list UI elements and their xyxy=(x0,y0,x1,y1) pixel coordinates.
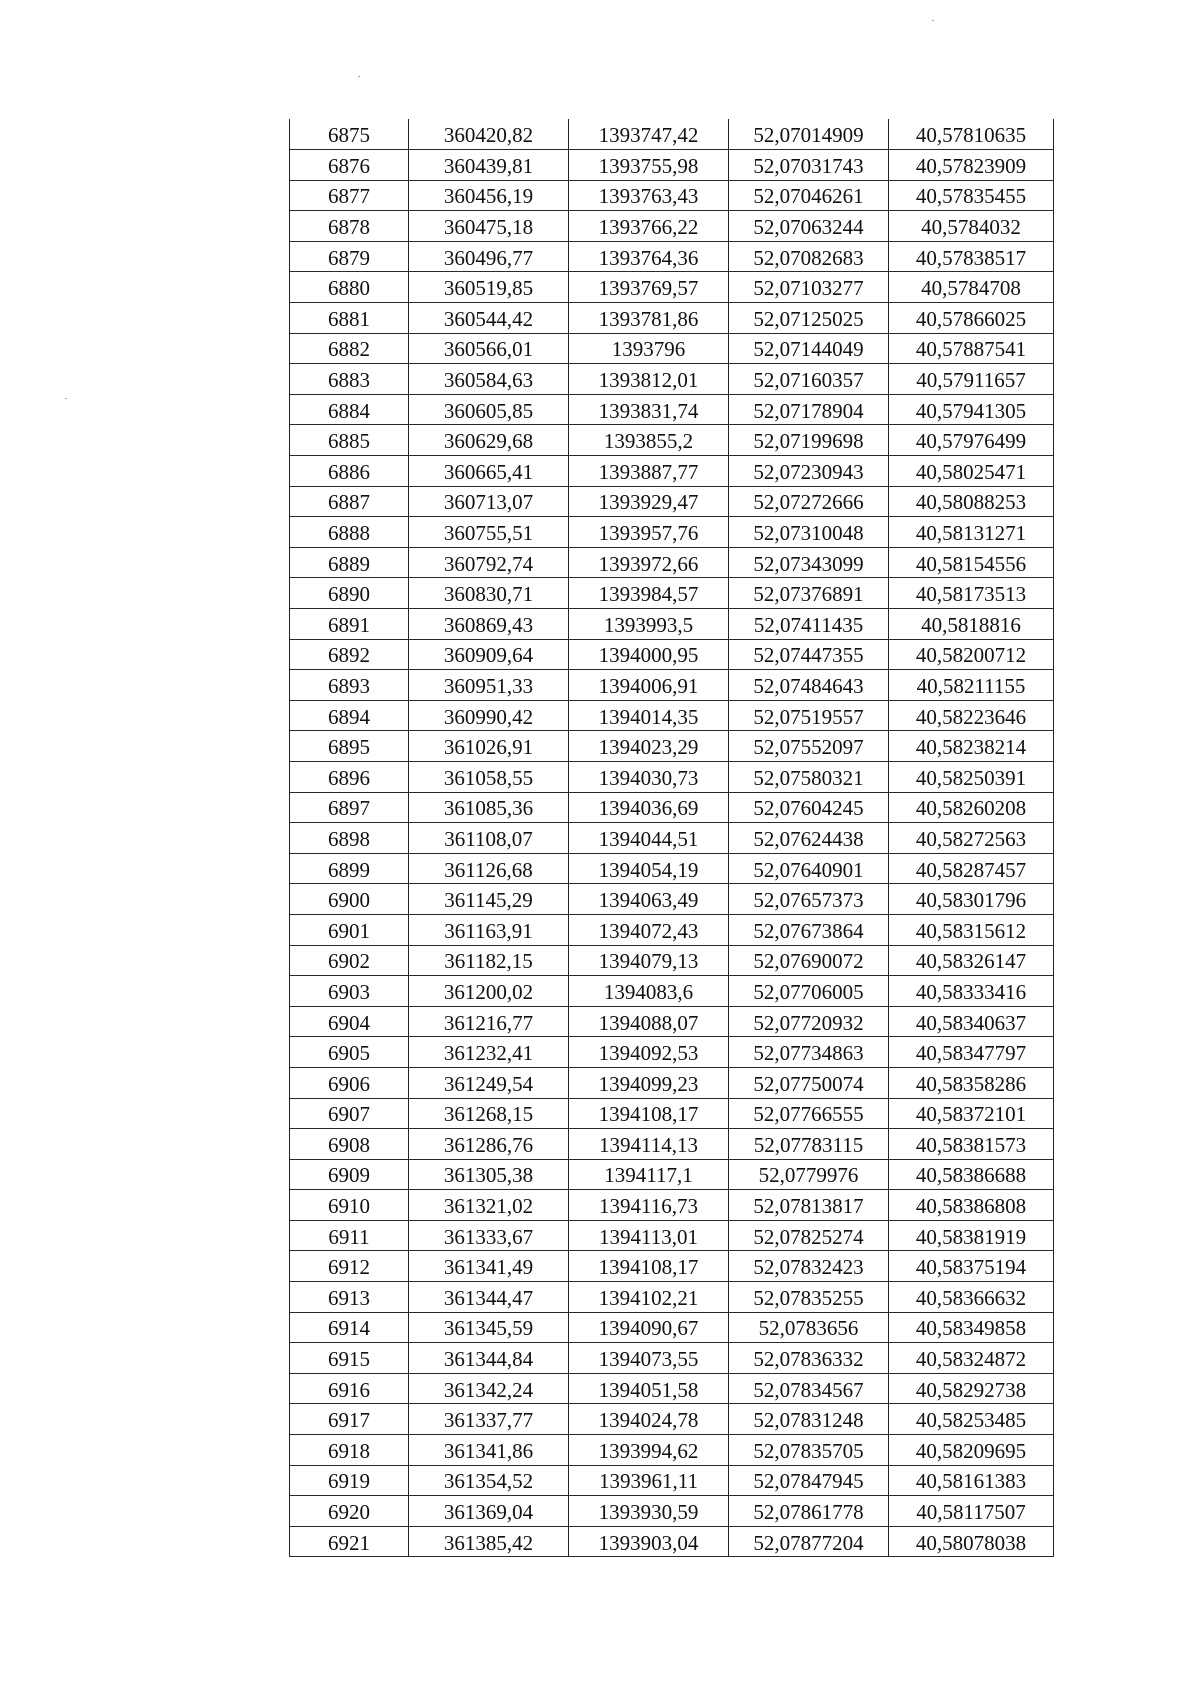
y-coordinate-cell: 1394000,95 xyxy=(569,639,729,670)
point-number-cell: 6908 xyxy=(290,1129,409,1160)
y-coordinate-cell: 1394090,67 xyxy=(569,1312,729,1343)
x-coordinate-cell: 361182,15 xyxy=(409,945,569,976)
coordinates-table-body xyxy=(290,119,1054,1557)
point-number-cell: 6907 xyxy=(290,1098,409,1129)
point-number-cell: 6906 xyxy=(290,1067,409,1098)
x-coordinate-cell: 360990,42 xyxy=(409,700,569,731)
point-number-cell: 6912 xyxy=(290,1251,409,1282)
table-row xyxy=(290,1220,1054,1251)
point-number-cell: 6881 xyxy=(290,303,409,334)
point-number-cell: 6879 xyxy=(290,241,409,272)
x-coordinate-cell: 360629,68 xyxy=(409,425,569,456)
point-number-cell: 6886 xyxy=(290,456,409,487)
table-row xyxy=(290,333,1054,364)
longitude-cell: 40,57810635 xyxy=(889,119,1054,150)
longitude-cell: 40,58078038 xyxy=(889,1526,1054,1557)
y-coordinate-cell: 1393903,04 xyxy=(569,1526,729,1557)
y-coordinate-cell: 1394054,19 xyxy=(569,853,729,884)
x-coordinate-cell: 361344,84 xyxy=(409,1343,569,1374)
x-coordinate-cell: 361333,67 xyxy=(409,1220,569,1251)
y-coordinate-cell: 1393984,57 xyxy=(569,578,729,609)
y-coordinate-cell: 1394117,1 xyxy=(569,1159,729,1190)
y-coordinate-cell: 1394036,69 xyxy=(569,792,729,823)
y-coordinate-cell: 1393961,11 xyxy=(569,1465,729,1496)
point-number-cell: 6884 xyxy=(290,394,409,425)
longitude-cell: 40,57866025 xyxy=(889,303,1054,334)
x-coordinate-cell: 361305,38 xyxy=(409,1159,569,1190)
x-coordinate-cell: 361126,68 xyxy=(409,853,569,884)
x-coordinate-cell: 361200,02 xyxy=(409,976,569,1007)
point-number-cell: 6891 xyxy=(290,609,409,640)
point-number-cell: 6921 xyxy=(290,1526,409,1557)
table-row xyxy=(290,486,1054,517)
y-coordinate-cell: 1394073,55 xyxy=(569,1343,729,1374)
latitude-cell: 52,07160357 xyxy=(729,364,889,395)
latitude-cell: 52,07604245 xyxy=(729,792,889,823)
longitude-cell: 40,58340637 xyxy=(889,1006,1054,1037)
point-number-cell: 6900 xyxy=(290,884,409,915)
latitude-cell: 52,07125025 xyxy=(729,303,889,334)
point-number-cell: 6895 xyxy=(290,731,409,762)
longitude-cell: 40,58088253 xyxy=(889,486,1054,517)
latitude-cell: 52,07014909 xyxy=(729,119,889,150)
y-coordinate-cell: 1394051,58 xyxy=(569,1373,729,1404)
point-number-cell: 6910 xyxy=(290,1190,409,1221)
table-row xyxy=(290,241,1054,272)
latitude-cell: 52,07484643 xyxy=(729,670,889,701)
latitude-cell: 52,07750074 xyxy=(729,1067,889,1098)
x-coordinate-cell: 361268,15 xyxy=(409,1098,569,1129)
y-coordinate-cell: 1393930,59 xyxy=(569,1496,729,1527)
table-row xyxy=(290,976,1054,1007)
longitude-cell: 40,57838517 xyxy=(889,241,1054,272)
point-number-cell: 6875 xyxy=(290,119,409,150)
scan-speck xyxy=(358,76,360,77)
y-coordinate-cell: 1394044,51 xyxy=(569,823,729,854)
x-coordinate-cell: 361163,91 xyxy=(409,914,569,945)
point-number-cell: 6914 xyxy=(290,1312,409,1343)
y-coordinate-cell: 1394088,07 xyxy=(569,1006,729,1037)
y-coordinate-cell: 1393796 xyxy=(569,333,729,364)
y-coordinate-cell: 1394114,13 xyxy=(569,1129,729,1160)
table-row xyxy=(290,1496,1054,1527)
x-coordinate-cell: 360456,19 xyxy=(409,180,569,211)
x-coordinate-cell: 361216,77 xyxy=(409,1006,569,1037)
latitude-cell: 52,07411435 xyxy=(729,609,889,640)
x-coordinate-cell: 361249,54 xyxy=(409,1067,569,1098)
y-coordinate-cell: 1394024,78 xyxy=(569,1404,729,1435)
longitude-cell: 40,58211155 xyxy=(889,670,1054,701)
latitude-cell: 52,07272666 xyxy=(729,486,889,517)
y-coordinate-cell: 1394092,53 xyxy=(569,1037,729,1068)
point-number-cell: 6890 xyxy=(290,578,409,609)
longitude-cell: 40,58349858 xyxy=(889,1312,1054,1343)
latitude-cell: 52,07825274 xyxy=(729,1220,889,1251)
point-number-cell: 6916 xyxy=(290,1373,409,1404)
table-row xyxy=(290,211,1054,242)
y-coordinate-cell: 1393755,98 xyxy=(569,150,729,181)
latitude-cell: 52,0779976 xyxy=(729,1159,889,1190)
latitude-cell: 52,07831248 xyxy=(729,1404,889,1435)
table-row xyxy=(290,364,1054,395)
coordinates-table xyxy=(289,119,1054,1557)
latitude-cell: 52,07447355 xyxy=(729,639,889,670)
y-coordinate-cell: 1394099,23 xyxy=(569,1067,729,1098)
table-row xyxy=(290,1526,1054,1557)
y-coordinate-cell: 1394116,73 xyxy=(569,1190,729,1221)
point-number-cell: 6918 xyxy=(290,1435,409,1466)
latitude-cell: 52,07720932 xyxy=(729,1006,889,1037)
x-coordinate-cell: 361354,52 xyxy=(409,1465,569,1496)
longitude-cell: 40,58161383 xyxy=(889,1465,1054,1496)
longitude-cell: 40,58375194 xyxy=(889,1251,1054,1282)
y-coordinate-cell: 1393764,36 xyxy=(569,241,729,272)
x-coordinate-cell: 361341,86 xyxy=(409,1435,569,1466)
longitude-cell: 40,58326147 xyxy=(889,945,1054,976)
scan-speck xyxy=(932,20,934,21)
point-number-cell: 6902 xyxy=(290,945,409,976)
point-number-cell: 6889 xyxy=(290,547,409,578)
longitude-cell: 40,58253485 xyxy=(889,1404,1054,1435)
latitude-cell: 52,07230943 xyxy=(729,456,889,487)
table-row xyxy=(290,547,1054,578)
table-row xyxy=(290,884,1054,915)
y-coordinate-cell: 1394108,17 xyxy=(569,1098,729,1129)
table-row xyxy=(290,731,1054,762)
longitude-cell: 40,57823909 xyxy=(889,150,1054,181)
latitude-cell: 52,07031743 xyxy=(729,150,889,181)
longitude-cell: 40,58200712 xyxy=(889,639,1054,670)
table-row xyxy=(290,945,1054,976)
point-number-cell: 6894 xyxy=(290,700,409,731)
table-row xyxy=(290,1067,1054,1098)
y-coordinate-cell: 1394023,29 xyxy=(569,731,729,762)
longitude-cell: 40,57911657 xyxy=(889,364,1054,395)
longitude-cell: 40,5784032 xyxy=(889,211,1054,242)
latitude-cell: 52,07199698 xyxy=(729,425,889,456)
point-number-cell: 6899 xyxy=(290,853,409,884)
point-number-cell: 6876 xyxy=(290,150,409,181)
latitude-cell: 52,07834567 xyxy=(729,1373,889,1404)
latitude-cell: 52,07178904 xyxy=(729,394,889,425)
table-row xyxy=(290,119,1054,150)
longitude-cell: 40,58292738 xyxy=(889,1373,1054,1404)
x-coordinate-cell: 360713,07 xyxy=(409,486,569,517)
latitude-cell: 52,07343099 xyxy=(729,547,889,578)
longitude-cell: 40,58154556 xyxy=(889,547,1054,578)
latitude-cell: 52,07813817 xyxy=(729,1190,889,1221)
table-row xyxy=(290,823,1054,854)
x-coordinate-cell: 360605,85 xyxy=(409,394,569,425)
table-row xyxy=(290,1404,1054,1435)
longitude-cell: 40,58287457 xyxy=(889,853,1054,884)
latitude-cell: 52,07835705 xyxy=(729,1435,889,1466)
point-number-cell: 6888 xyxy=(290,517,409,548)
table-row xyxy=(290,1251,1054,1282)
latitude-cell: 52,07519557 xyxy=(729,700,889,731)
longitude-cell: 40,57976499 xyxy=(889,425,1054,456)
longitude-cell: 40,58260208 xyxy=(889,792,1054,823)
x-coordinate-cell: 360792,74 xyxy=(409,547,569,578)
x-coordinate-cell: 360420,82 xyxy=(409,119,569,150)
table-row xyxy=(290,1282,1054,1313)
latitude-cell: 52,07144049 xyxy=(729,333,889,364)
x-coordinate-cell: 361286,76 xyxy=(409,1129,569,1160)
y-coordinate-cell: 1394072,43 xyxy=(569,914,729,945)
point-number-cell: 6878 xyxy=(290,211,409,242)
latitude-cell: 52,07847945 xyxy=(729,1465,889,1496)
longitude-cell: 40,5818816 xyxy=(889,609,1054,640)
latitude-cell: 52,0783656 xyxy=(729,1312,889,1343)
y-coordinate-cell: 1393766,22 xyxy=(569,211,729,242)
latitude-cell: 52,07624438 xyxy=(729,823,889,854)
x-coordinate-cell: 361085,36 xyxy=(409,792,569,823)
y-coordinate-cell: 1394113,01 xyxy=(569,1220,729,1251)
y-coordinate-cell: 1393831,74 xyxy=(569,394,729,425)
latitude-cell: 52,07877204 xyxy=(729,1526,889,1557)
point-number-cell: 6883 xyxy=(290,364,409,395)
table-row xyxy=(290,150,1054,181)
point-number-cell: 6897 xyxy=(290,792,409,823)
x-coordinate-cell: 360519,85 xyxy=(409,272,569,303)
table-row xyxy=(290,456,1054,487)
point-number-cell: 6917 xyxy=(290,1404,409,1435)
x-coordinate-cell: 361026,91 xyxy=(409,731,569,762)
longitude-cell: 40,58301796 xyxy=(889,884,1054,915)
point-number-cell: 6898 xyxy=(290,823,409,854)
y-coordinate-cell: 1393957,76 xyxy=(569,517,729,548)
point-number-cell: 6887 xyxy=(290,486,409,517)
y-coordinate-cell: 1394030,73 xyxy=(569,761,729,792)
latitude-cell: 52,07046261 xyxy=(729,180,889,211)
y-coordinate-cell: 1394014,35 xyxy=(569,700,729,731)
table-row xyxy=(290,1435,1054,1466)
latitude-cell: 52,07861778 xyxy=(729,1496,889,1527)
x-coordinate-cell: 361145,29 xyxy=(409,884,569,915)
latitude-cell: 52,07063244 xyxy=(729,211,889,242)
table-row xyxy=(290,517,1054,548)
table-row xyxy=(290,1190,1054,1221)
y-coordinate-cell: 1394083,6 xyxy=(569,976,729,1007)
longitude-cell: 40,58209695 xyxy=(889,1435,1054,1466)
point-number-cell: 6893 xyxy=(290,670,409,701)
table-row xyxy=(290,1159,1054,1190)
y-coordinate-cell: 1393812,01 xyxy=(569,364,729,395)
x-coordinate-cell: 361058,55 xyxy=(409,761,569,792)
table-row xyxy=(290,1006,1054,1037)
table-row xyxy=(290,303,1054,334)
table-row xyxy=(290,639,1054,670)
x-coordinate-cell: 360665,41 xyxy=(409,456,569,487)
y-coordinate-cell: 1393781,86 xyxy=(569,303,729,334)
latitude-cell: 52,07783115 xyxy=(729,1129,889,1160)
y-coordinate-cell: 1393994,62 xyxy=(569,1435,729,1466)
longitude-cell: 40,5784708 xyxy=(889,272,1054,303)
y-coordinate-cell: 1394102,21 xyxy=(569,1282,729,1313)
point-number-cell: 6903 xyxy=(290,976,409,1007)
longitude-cell: 40,58173513 xyxy=(889,578,1054,609)
point-number-cell: 6905 xyxy=(290,1037,409,1068)
table-row xyxy=(290,180,1054,211)
x-coordinate-cell: 360951,33 xyxy=(409,670,569,701)
table-row xyxy=(290,1129,1054,1160)
x-coordinate-cell: 360544,42 xyxy=(409,303,569,334)
point-number-cell: 6915 xyxy=(290,1343,409,1374)
y-coordinate-cell: 1393747,42 xyxy=(569,119,729,150)
x-coordinate-cell: 361344,47 xyxy=(409,1282,569,1313)
point-number-cell: 6920 xyxy=(290,1496,409,1527)
longitude-cell: 40,58250391 xyxy=(889,761,1054,792)
latitude-cell: 52,07657373 xyxy=(729,884,889,915)
longitude-cell: 40,58117507 xyxy=(889,1496,1054,1527)
latitude-cell: 52,07552097 xyxy=(729,731,889,762)
table-row xyxy=(290,272,1054,303)
y-coordinate-cell: 1393993,5 xyxy=(569,609,729,640)
table-row xyxy=(290,1037,1054,1068)
y-coordinate-cell: 1393929,47 xyxy=(569,486,729,517)
table-row xyxy=(290,1312,1054,1343)
point-number-cell: 6911 xyxy=(290,1220,409,1251)
x-coordinate-cell: 360439,81 xyxy=(409,150,569,181)
longitude-cell: 40,58386688 xyxy=(889,1159,1054,1190)
point-number-cell: 6880 xyxy=(290,272,409,303)
y-coordinate-cell: 1393855,2 xyxy=(569,425,729,456)
x-coordinate-cell: 360755,51 xyxy=(409,517,569,548)
latitude-cell: 52,07376891 xyxy=(729,578,889,609)
x-coordinate-cell: 361369,04 xyxy=(409,1496,569,1527)
x-coordinate-cell: 361341,49 xyxy=(409,1251,569,1282)
longitude-cell: 40,58272563 xyxy=(889,823,1054,854)
point-number-cell: 6901 xyxy=(290,914,409,945)
longitude-cell: 40,58131271 xyxy=(889,517,1054,548)
longitude-cell: 40,58372101 xyxy=(889,1098,1054,1129)
x-coordinate-cell: 361342,24 xyxy=(409,1373,569,1404)
longitude-cell: 40,58358286 xyxy=(889,1067,1054,1098)
longitude-cell: 40,58333416 xyxy=(889,976,1054,1007)
longitude-cell: 40,58223646 xyxy=(889,700,1054,731)
longitude-cell: 40,58381573 xyxy=(889,1129,1054,1160)
longitude-cell: 40,58381919 xyxy=(889,1220,1054,1251)
y-coordinate-cell: 1393972,66 xyxy=(569,547,729,578)
longitude-cell: 40,57835455 xyxy=(889,180,1054,211)
latitude-cell: 52,07103277 xyxy=(729,272,889,303)
x-coordinate-cell: 360830,71 xyxy=(409,578,569,609)
table-row xyxy=(290,914,1054,945)
longitude-cell: 40,58025471 xyxy=(889,456,1054,487)
latitude-cell: 52,07580321 xyxy=(729,761,889,792)
latitude-cell: 52,07640901 xyxy=(729,853,889,884)
x-coordinate-cell: 361345,59 xyxy=(409,1312,569,1343)
latitude-cell: 52,07835255 xyxy=(729,1282,889,1313)
y-coordinate-cell: 1394063,49 xyxy=(569,884,729,915)
x-coordinate-cell: 361321,02 xyxy=(409,1190,569,1221)
table-row xyxy=(290,394,1054,425)
longitude-cell: 40,58366632 xyxy=(889,1282,1054,1313)
table-row xyxy=(290,761,1054,792)
x-coordinate-cell: 360475,18 xyxy=(409,211,569,242)
longitude-cell: 40,58315612 xyxy=(889,914,1054,945)
longitude-cell: 40,57941305 xyxy=(889,394,1054,425)
point-number-cell: 6913 xyxy=(290,1282,409,1313)
x-coordinate-cell: 361108,07 xyxy=(409,823,569,854)
latitude-cell: 52,07082683 xyxy=(729,241,889,272)
point-number-cell: 6885 xyxy=(290,425,409,456)
point-number-cell: 6904 xyxy=(290,1006,409,1037)
x-coordinate-cell: 361232,41 xyxy=(409,1037,569,1068)
table-row xyxy=(290,670,1054,701)
longitude-cell: 40,58347797 xyxy=(889,1037,1054,1068)
longitude-cell: 40,58324872 xyxy=(889,1343,1054,1374)
point-number-cell: 6909 xyxy=(290,1159,409,1190)
latitude-cell: 52,07310048 xyxy=(729,517,889,548)
latitude-cell: 52,07690072 xyxy=(729,945,889,976)
x-coordinate-cell: 360496,77 xyxy=(409,241,569,272)
x-coordinate-cell: 360909,64 xyxy=(409,639,569,670)
x-coordinate-cell: 360584,63 xyxy=(409,364,569,395)
table-row xyxy=(290,792,1054,823)
x-coordinate-cell: 361385,42 xyxy=(409,1526,569,1557)
latitude-cell: 52,07734863 xyxy=(729,1037,889,1068)
y-coordinate-cell: 1394006,91 xyxy=(569,670,729,701)
x-coordinate-cell: 360869,43 xyxy=(409,609,569,640)
longitude-cell: 40,58386808 xyxy=(889,1190,1054,1221)
x-coordinate-cell: 360566,01 xyxy=(409,333,569,364)
point-number-cell: 6919 xyxy=(290,1465,409,1496)
scan-speck xyxy=(65,398,67,399)
table-row xyxy=(290,1343,1054,1374)
y-coordinate-cell: 1393887,77 xyxy=(569,456,729,487)
table-row xyxy=(290,425,1054,456)
table-row xyxy=(290,1098,1054,1129)
point-number-cell: 6877 xyxy=(290,180,409,211)
point-number-cell: 6892 xyxy=(290,639,409,670)
table-row xyxy=(290,853,1054,884)
x-coordinate-cell: 361337,77 xyxy=(409,1404,569,1435)
latitude-cell: 52,07836332 xyxy=(729,1343,889,1374)
y-coordinate-cell: 1394079,13 xyxy=(569,945,729,976)
table-row xyxy=(290,1465,1054,1496)
latitude-cell: 52,07766555 xyxy=(729,1098,889,1129)
latitude-cell: 52,07832423 xyxy=(729,1251,889,1282)
longitude-cell: 40,57887541 xyxy=(889,333,1054,364)
y-coordinate-cell: 1393763,43 xyxy=(569,180,729,211)
table-row xyxy=(290,578,1054,609)
table-row xyxy=(290,700,1054,731)
table-row xyxy=(290,1373,1054,1404)
latitude-cell: 52,07673864 xyxy=(729,914,889,945)
latitude-cell: 52,07706005 xyxy=(729,976,889,1007)
point-number-cell: 6882 xyxy=(290,333,409,364)
table-row xyxy=(290,609,1054,640)
y-coordinate-cell: 1393769,57 xyxy=(569,272,729,303)
y-coordinate-cell: 1394108,17 xyxy=(569,1251,729,1282)
point-number-cell: 6896 xyxy=(290,761,409,792)
longitude-cell: 40,58238214 xyxy=(889,731,1054,762)
